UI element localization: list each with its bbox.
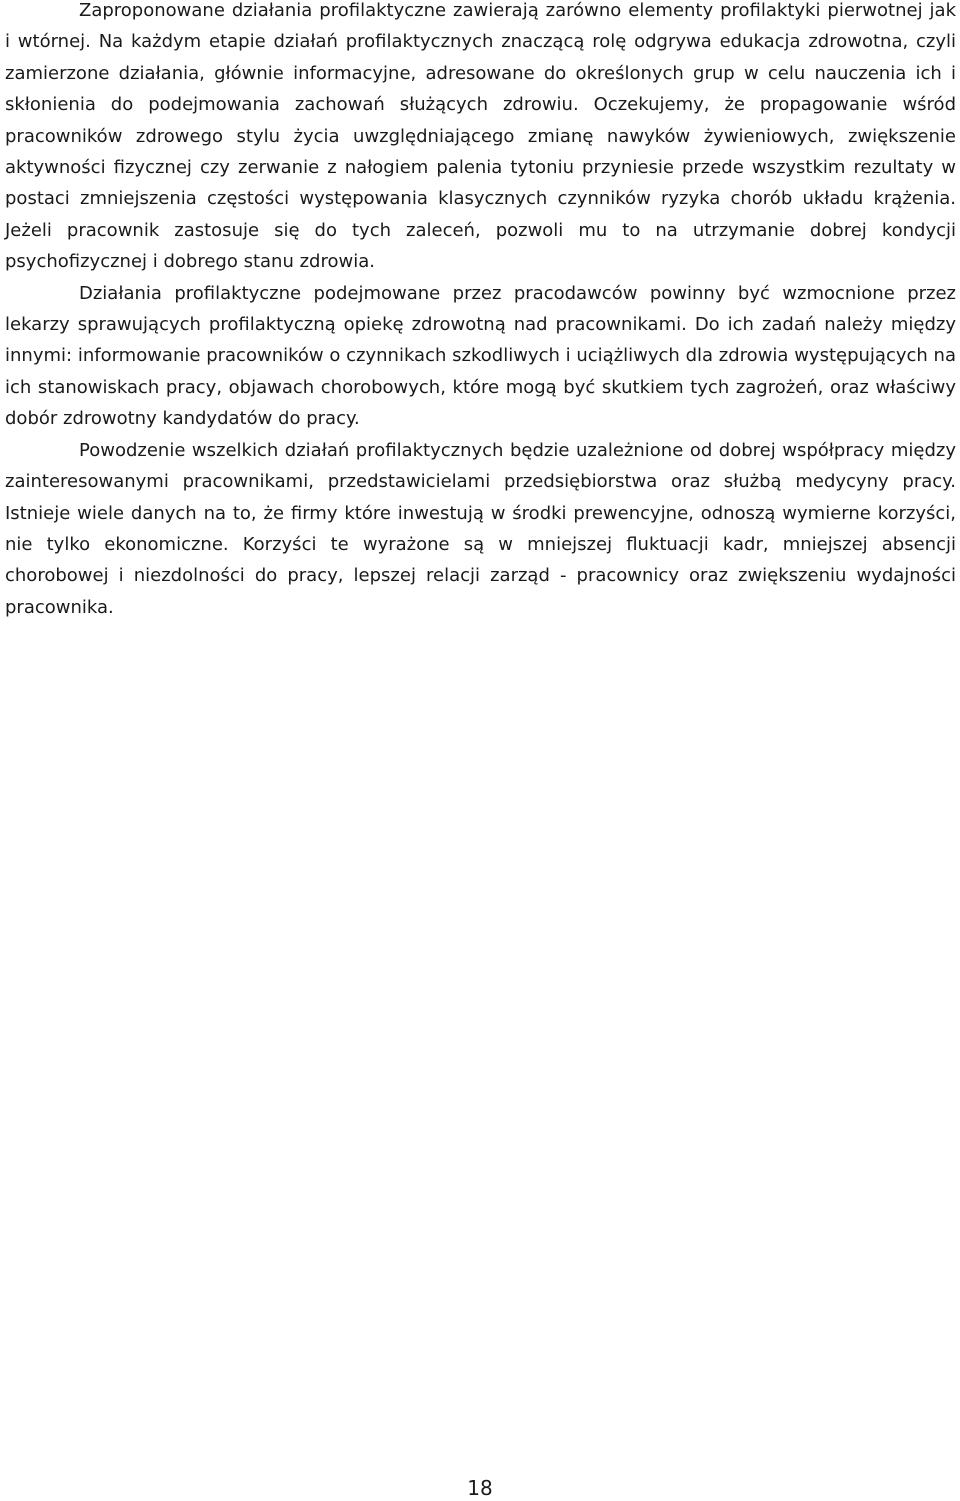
paragraph-3: Powodzenie wszelkich działań profilaktycznych będzie uzależnione od dobrej współpracy między zainteresowanymi pracownikami, przedstawicielami przedsiębiorstwa oraz służbą medycyny pracy. Istnieje wiele danych na to, że firmy które inwestują w środki prewencyjne, odnoszą wymierne korzyści, nie tylko ekonomiczne. Korzyści te wyrażone są w mniejszej fluktuacji kadr, mniejszej absencji chorobowej i niezdolności do pracy, lepszej relacji zarząd - pracownicy oraz zwiększeniu wydajności pracownika. xyxy=(5,439,956,618)
paragraph-1: Zaproponowane działania profilaktyczne zawierają zarówno elementy profilaktyki pierwotnej jak i wtórnej. Na każdym etapie działań profilaktycznych znaczącą rolę odgrywa edukacja zdrowotna, czyli zamierzone działania, głównie informacyjne, adresowane do określonych grup w celu nauczenia ich i skłonienia do podejmowania zachowań służących zdrowiu. Oczekujemy, że propagowanie wśród pracowników zdrowego stylu życia uwzględniającego zmianę nawyków żywieniowych, zwiększenie aktywności fizycznej czy zerwanie z nałogiem palenia tytoniu przyniesie przede wszystkim rezultaty w postaci zmniejszenia częstości występowania klasycznych czynników ryzyka chorób układu krążenia. Jeżeli pracownik zastosuje się do tych zaleceń, pozwoli mu to na utrzymanie dobrej kondycji psychofizycznej i dobrego stanu zdrowia. xyxy=(5,0,956,273)
page-number: 18 xyxy=(467,1476,493,1500)
paragraph-2: Działania profilaktyczne podejmowane przez pracodawców powinny być wzmocnione przez lekarzy sprawujących profilaktyczną opiekę zdrowotną nad pracownikami. Do ich zadań należy między innymi: informowanie pracowników o czynnikach szkodliwych i uciążliwych dla zdrowia występujących na ich stanowiskach pracy, objawach chorobowych, które mogą być skutkiem tych zagrożeń, oraz właściwy dobór zdrowotny kandydatów do pracy. xyxy=(5,282,956,430)
document-body xyxy=(5,0,956,623)
